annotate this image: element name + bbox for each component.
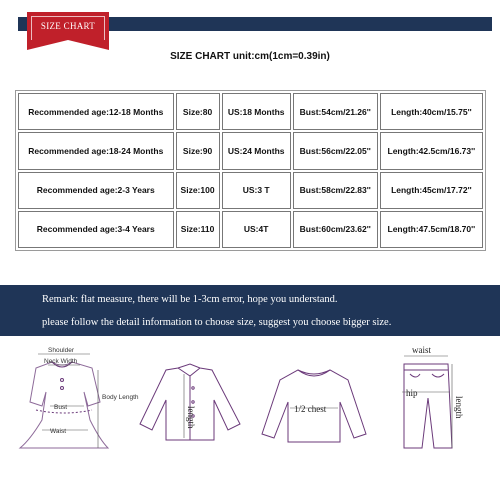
bust-cell: Bust:60cm/23.62'': [293, 211, 378, 248]
size-cell: Size:110: [176, 211, 220, 248]
age-cell: Recommended age:2-3 Years: [18, 172, 174, 209]
age-cell: Recommended age:3-4 Years: [18, 211, 174, 248]
length-cell: Length:47.5cm/18.70'': [380, 211, 483, 248]
pants-diagram: [404, 364, 452, 448]
measurement-diagrams: [0, 340, 500, 500]
dress-shoulder-label: Shoulder: [48, 347, 75, 354]
remark-banner: [0, 285, 500, 336]
pants-hip-label: hip: [406, 388, 418, 398]
dress-neck-width-label: Neck Width: [44, 358, 78, 365]
remark-line-2: please follow the detail information to choose size, suggest you choose bigger size.: [42, 317, 392, 328]
age-cell: Recommended age:12-18 Months: [18, 93, 174, 130]
us-size-cell: US:18 Months: [222, 93, 291, 130]
table-row: [18, 132, 483, 169]
dress-measure-lines: [38, 354, 98, 448]
size-table: [16, 91, 485, 250]
pants-length-label: length: [454, 396, 464, 419]
table-row: [18, 93, 483, 130]
pants-waist-label: waist: [412, 345, 431, 355]
length-cell: Length:42.5cm/16.73'': [380, 132, 483, 169]
bust-cell: Bust:54cm/21.26'': [293, 93, 378, 130]
size-table-frame: [15, 90, 486, 251]
length-cell: Length:40cm/15.75'': [380, 93, 483, 130]
length-cell: Length:45cm/17.72'': [380, 172, 483, 209]
shirt-diagram: [140, 364, 240, 440]
us-size-cell: US:4T: [222, 211, 291, 248]
bust-cell: Bust:58cm/22.83'': [293, 172, 378, 209]
us-size-cell: US:3 T: [222, 172, 291, 209]
remark-line-1: Remark: flat measure, there will be 1-3cm error, hope you understand.: [42, 294, 338, 305]
size-chart-tag: [27, 12, 109, 40]
bust-cell: Bust:56cm/22.05'': [293, 132, 378, 169]
dress-body-label: Body Length: [102, 394, 139, 401]
tag-border: [31, 16, 105, 40]
size-cell: Size:100: [176, 172, 220, 209]
size-chart-tag-label: SIZE CHART: [40, 21, 96, 31]
age-cell: Recommended age:18-24 Months: [18, 132, 174, 169]
shirt-length-label: length: [186, 406, 196, 429]
size-cell: Size:80: [176, 93, 220, 130]
page-title: SIZE CHART unit:cm(1cm=0.39in): [170, 51, 330, 62]
size-cell: Size:90: [176, 132, 220, 169]
dress-bust-label: Bust: [54, 404, 68, 411]
table-row: [18, 172, 483, 209]
us-size-cell: US:24 Months: [222, 132, 291, 169]
dress-waist-label: Waist: [50, 428, 67, 435]
table-row: [18, 211, 483, 248]
sweater-chest-label: 1/2 chest: [294, 404, 327, 414]
